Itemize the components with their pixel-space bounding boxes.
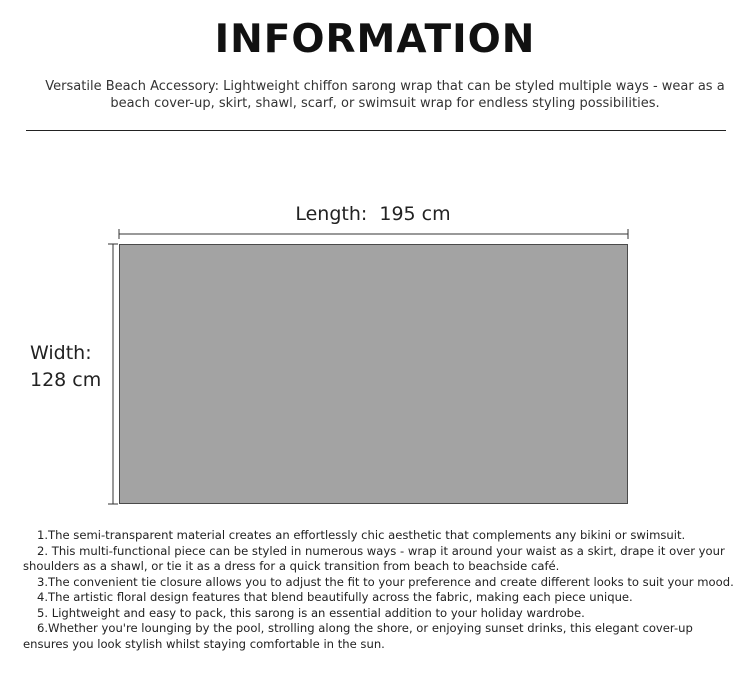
width-label (30, 340, 101, 394)
feature-item: 2. This multi-functional piece can be styled in numerous ways - wrap it around your waist as a skirt, drape it over your shoulders as a shawl, or tie it as a dress for a quick transition from beach to beachside café. (23, 543, 725, 573)
length-label: Length: 195 cm (295, 203, 451, 225)
page-title: INFORMATION (214, 17, 536, 62)
width-label-value: 128 cm (30, 369, 102, 391)
feature-item: 3.The convenient tie closure allows you to adjust the fit to your preference and create different looks to suit your mood. (37, 574, 734, 589)
sarong-fabric-diagram (119, 244, 628, 504)
product-subtitle: Versatile Beach Accessory: Lightweight chiffon sarong wrap that can be styled multiple ways - wear as a beach cover-up, skirt, shawl, scarf, or swimsuit wrap for endless styling possibilities. (45, 79, 725, 111)
feature-item: 6.Whether you're lounging by the pool, strolling along the shore, or enjoying sunset drinks, this elegant cover-up ensures you look stylish whilst staying comfortable in the sun. (23, 621, 693, 651)
feature-item: 4.The artistic floral design features that blend beautifully across the fabric, making each piece unique. (37, 590, 633, 604)
feature-item: 5. Lightweight and easy to pack, this sarong is an essential addition to your holiday wardrobe. (37, 605, 585, 620)
feature-list (23, 528, 735, 652)
width-label-title: Width: (30, 342, 92, 364)
feature-item: 1.The semi-transparent material creates an effortlessly chic aesthetic that complements any bikini or swimsuit. (37, 528, 686, 542)
